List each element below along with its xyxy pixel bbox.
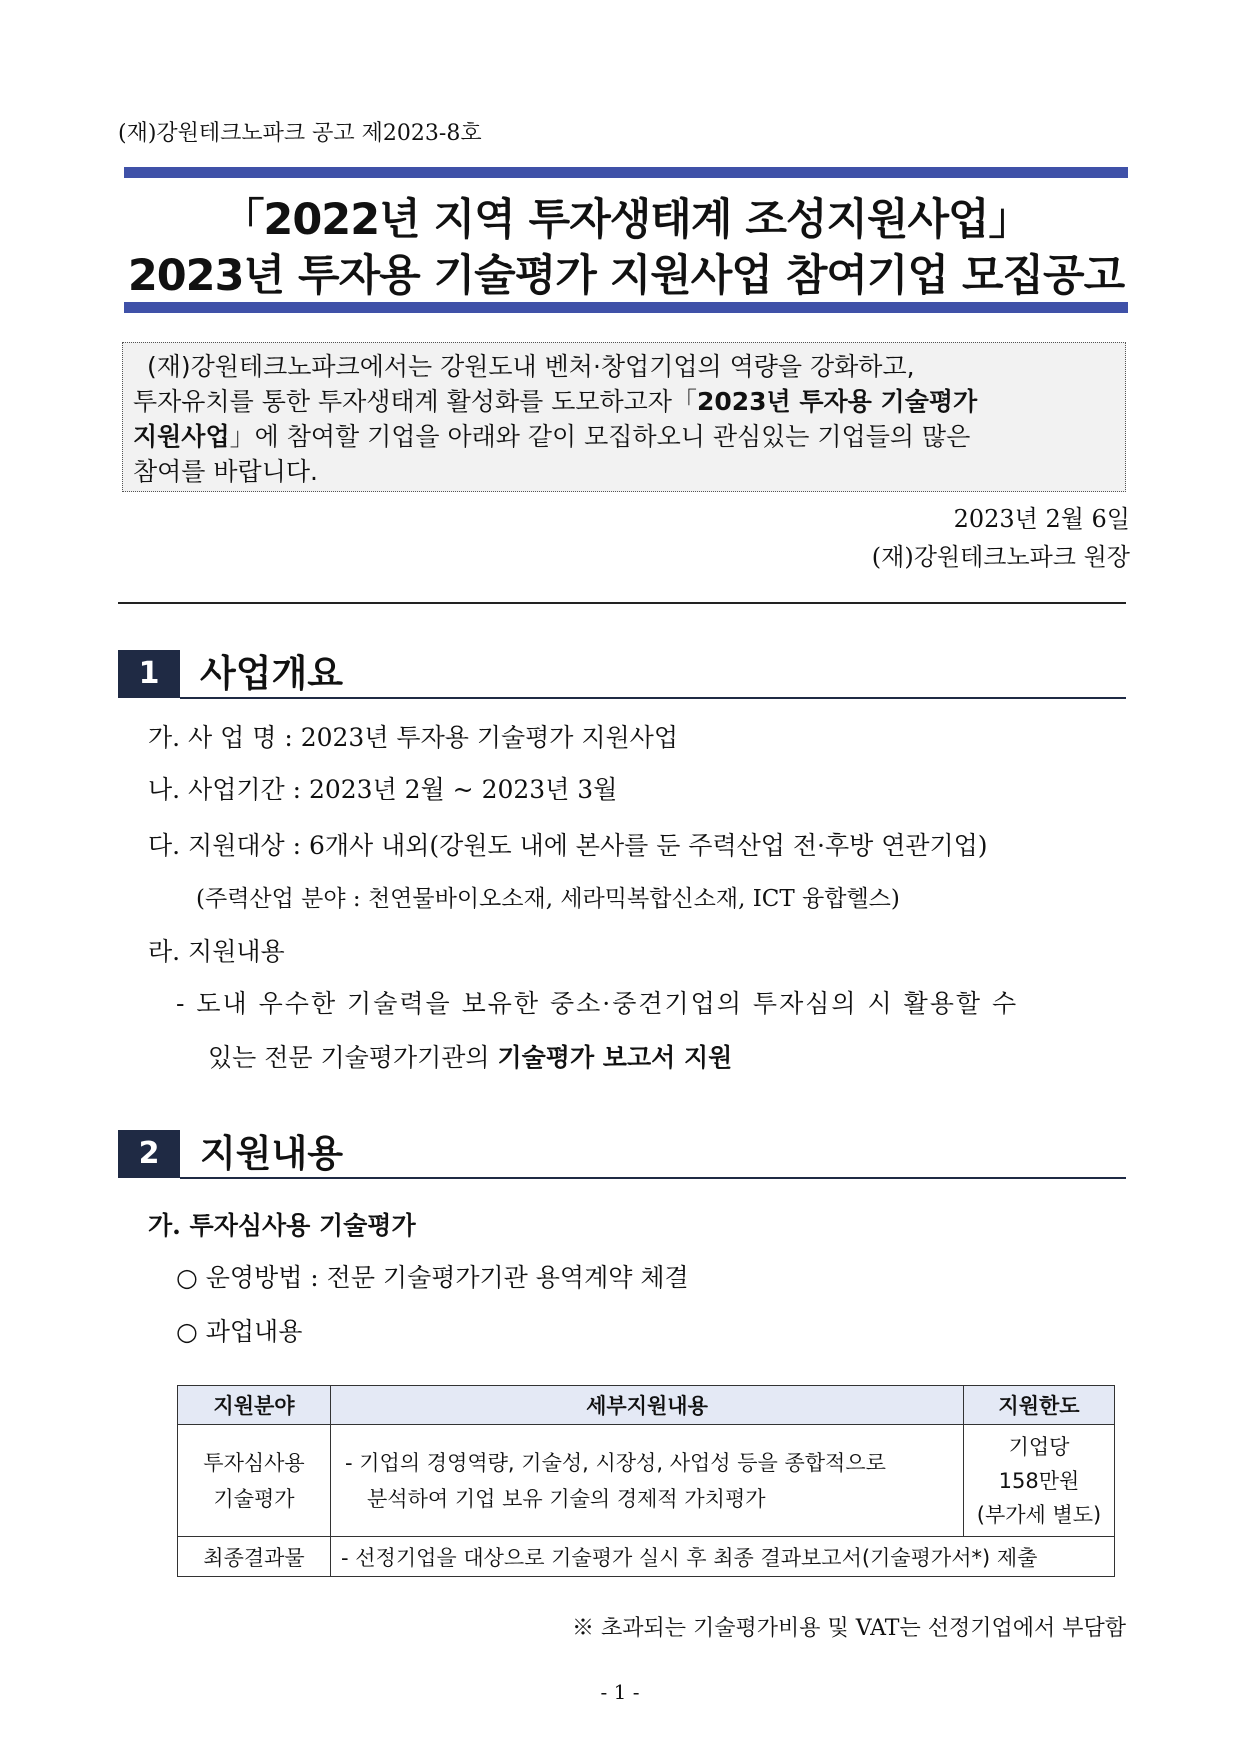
table-header-detail: 세부지원내용: [331, 1386, 964, 1425]
title-bottom-bar: [124, 302, 1128, 313]
field-line: 기술평가: [213, 1486, 295, 1511]
intro-line-2: [133, 384, 1115, 419]
intro-line-2-text: 투자유치를 통한 투자생태계 활성화를 도모하고자「: [133, 387, 697, 416]
table-header-limit: 지원한도: [964, 1386, 1115, 1425]
limit-line: (부가세 별도): [976, 1502, 1102, 1527]
section-underline: [180, 1177, 1126, 1179]
field-line: 투자심사용: [203, 1450, 305, 1475]
table-header-field: 지원분야: [178, 1386, 331, 1425]
table-header-row: [178, 1386, 1115, 1425]
intro-line-3-bold: 지원사업: [133, 422, 230, 451]
section-underline: [180, 697, 1126, 699]
issue-block: [872, 500, 1130, 576]
table-cell-limit: [964, 1425, 1115, 1537]
intro-line-3-text: 」에 참여할 기업을 아래와 같이 모집하오니 관심있는 기업들의 많은: [229, 422, 971, 451]
table-row: [178, 1537, 1115, 1577]
title-line-1: 「2022년 지역 투자생태계 조성지원사업」: [221, 195, 1031, 245]
section-number-badge: 2: [118, 1130, 180, 1178]
support-table: [177, 1385, 1115, 1577]
s2-bullet-tasks: ○ 과업내용: [176, 1317, 303, 1346]
section-2-heading: [118, 1130, 1126, 1178]
detail-line: - 기업의 경영역량, 기술성, 시장성, 사업성 등을 종합적으로: [345, 1450, 886, 1475]
intro-line-1: (재)강원테크노파크에서는 강원도내 벤처·창업기업의 역량을 강화하고,: [147, 352, 915, 381]
limit-line: 기업당: [1008, 1434, 1070, 1459]
issue-date: 2023년 2월 6일: [953, 505, 1130, 533]
s1-item-ra-sub2: [208, 1038, 732, 1074]
s1-item-ra-sub2-bold: 기술평가 보고서 지원: [497, 1043, 733, 1072]
s1-item-da: 다. 지원대상 : 6개사 내외(강원도 내에 본사를 둔 주력산업 전·후방 연관기업): [148, 831, 988, 860]
detail-line: 분석하여 기업 보유 기술의 경제적 가치평가: [367, 1486, 766, 1511]
table-cell-detail: - 선정기업을 대상으로 기술평가 실시 후 최종 결과보고서(기술평가서*) 제출: [331, 1537, 1115, 1577]
cost-note: ※ 초과되는 기술평가비용 및 VAT는 선정기업에서 부담함: [571, 1616, 1126, 1641]
s2-bullet-method: ○ 운영방법 : 전문 기술평가기관 용역계약 체결: [176, 1263, 689, 1292]
intro-line-3: [133, 419, 1115, 454]
page-number: - 1 -: [600, 1680, 640, 1704]
section-title: 지원내용: [200, 1132, 343, 1175]
intro-line-2-bold: 2023년 투자용 기술평가: [696, 387, 978, 416]
s2-item-ga: 가. 투자심사용 기술평가: [148, 1211, 416, 1240]
section-title: 사업개요: [200, 652, 343, 695]
issuer: (재)강원테크노파크 원장: [871, 543, 1130, 571]
section-number-badge: 1: [118, 650, 180, 698]
notice-number: (재)강원테크노파크 공고 제2023-8호: [118, 121, 482, 146]
s1-item-na: 나. 사업기간 : 2023년 2월 ~ 2023년 3월: [148, 775, 618, 804]
s1-item-ra: 라. 지원내용: [148, 937, 285, 966]
table-cell-field: 최종결과물: [178, 1537, 331, 1577]
intro-box: [122, 342, 1126, 492]
title-line-2: 2023년 투자용 기술평가 지원사업 참여기업 모집공고: [127, 251, 1125, 301]
intro-line-4: 참여를 바랍니다.: [133, 457, 318, 486]
table-row: [178, 1425, 1115, 1537]
section-1-heading: [118, 650, 1126, 698]
s1-item-ga: 가. 사 업 명 : 2023년 투자용 기술평가 지원사업: [148, 723, 678, 752]
s1-item-ra-sub1: - 도내 우수한 기술력을 보유한 중소·중견기업의 투자심의 시 활용할 수: [176, 989, 1019, 1018]
s1-item-ra-sub2-text: 있는 전문 기술평가기관의: [208, 1043, 498, 1072]
s1-item-da-sub: (주력산업 분야 : 천연물바이오소재, 세라믹복합신소재, ICT 융합헬스): [196, 886, 900, 912]
table-cell-detail: [331, 1425, 964, 1537]
title-top-bar: [124, 167, 1128, 178]
table-cell-field: [178, 1425, 331, 1537]
divider: [118, 602, 1126, 604]
limit-line: 158만원: [998, 1468, 1080, 1493]
